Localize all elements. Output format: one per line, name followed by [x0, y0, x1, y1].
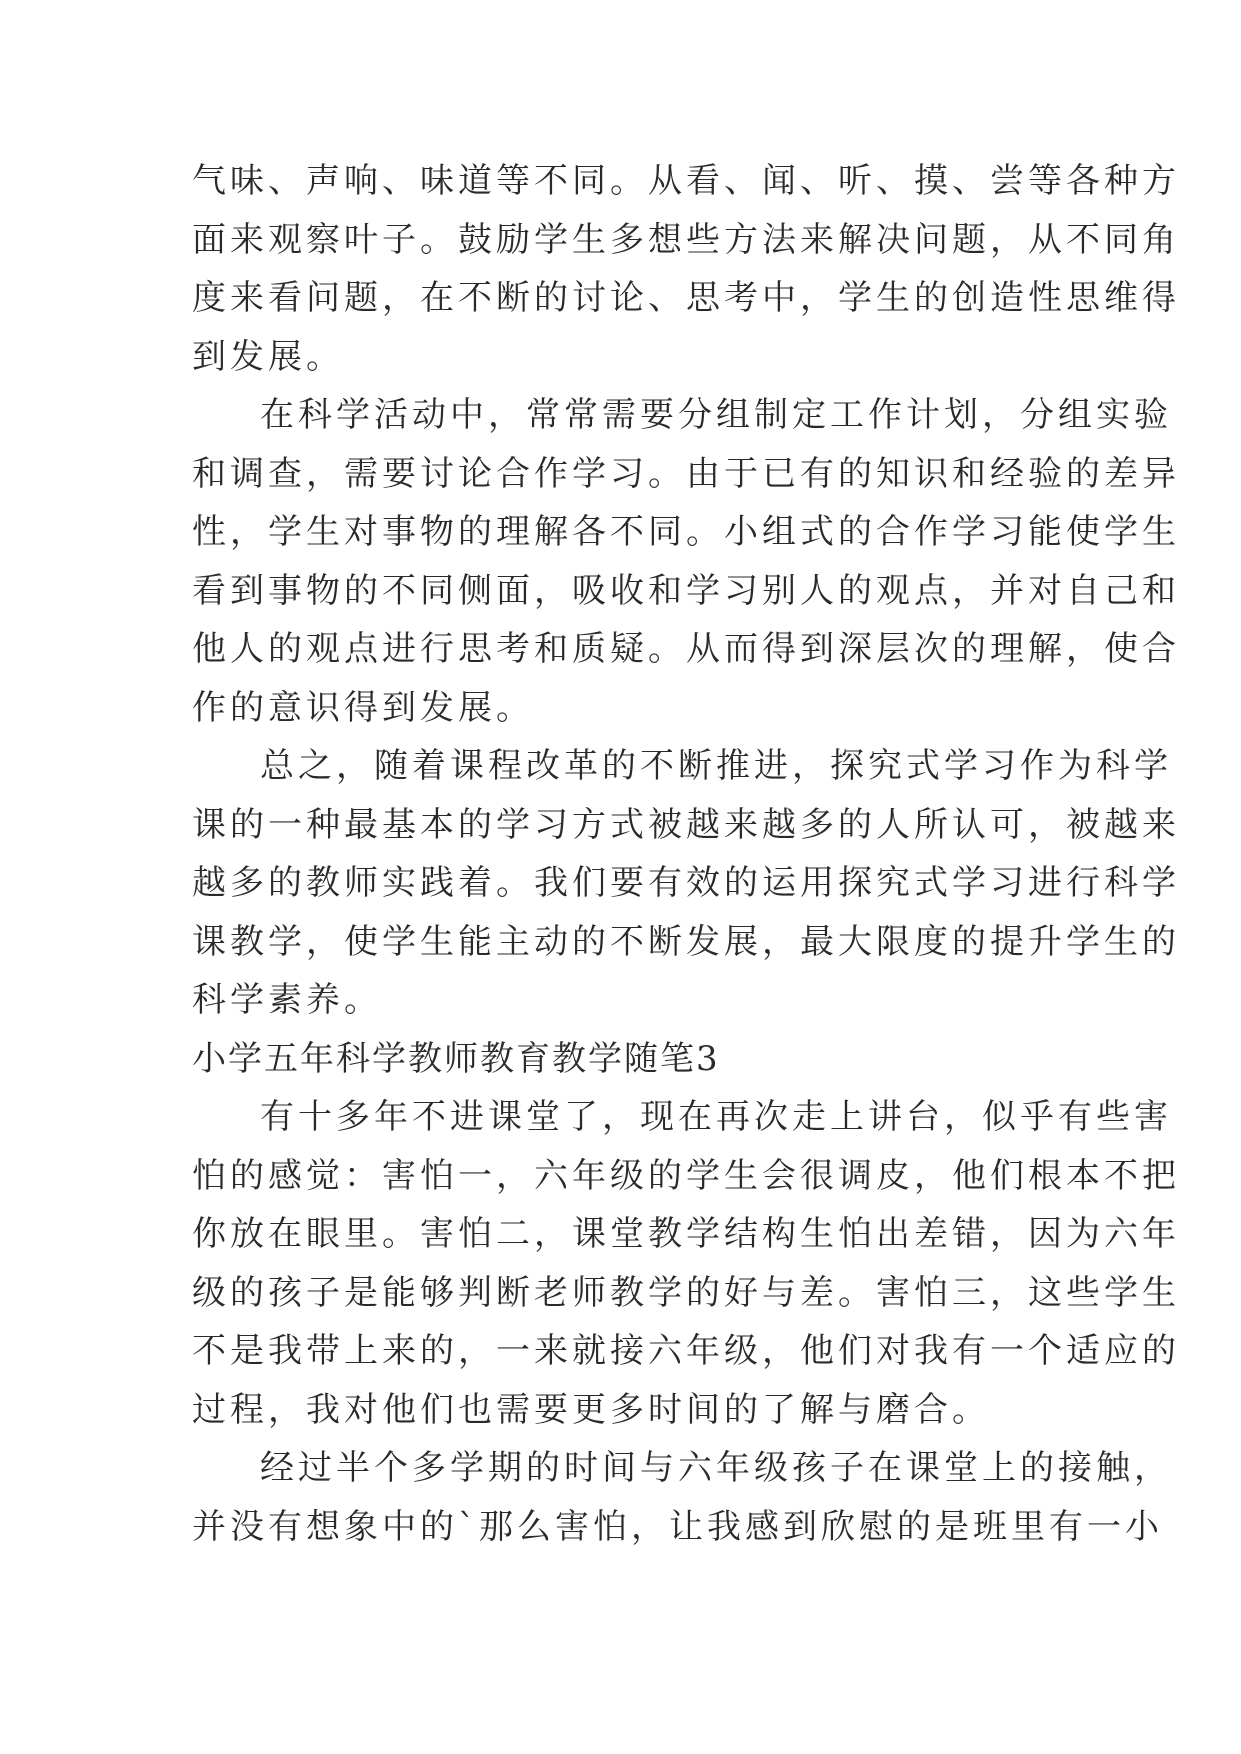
- document-page: [192, 152, 1180, 1556]
- text-line: 气味、声响、味道等不同。从看、闻、听、摸、尝等各种方: [192, 161, 1180, 201]
- text-line: 你放在眼里。害怕二，课堂教学结构生怕出差错，因为六年: [192, 1214, 1180, 1254]
- paragraph-first-line: 有十多年不进课堂了，现在再次走上讲台，似乎有些害: [260, 1097, 1172, 1137]
- text-line: 和调查，需要讨论合作学习。由于已有的知识和经验的差异: [192, 453, 1180, 494]
- text-line: 度来看问题，在不断的讨论、思考中，学生的创造性思维得: [192, 278, 1180, 318]
- text-line: 课的一种最基本的学习方式被越来越多的人所认可，被越来: [192, 804, 1180, 845]
- section-heading: 小学五年科学教师教育教学随笔3: [192, 1038, 720, 1079]
- text-line: 并没有想象中的`那么害怕，让我感到欣慰的是班里有一小: [192, 1506, 1163, 1547]
- text-line: 课教学，使学生能主动的不断发展，最大限度的提升学生的: [192, 921, 1180, 962]
- paragraph-first-line: 在科学活动中，常常需要分组制定工作计划，分组实验: [260, 395, 1172, 435]
- text-line: 看到事物的不同侧面，吸收和学习别人的观点，并对自己和: [192, 570, 1180, 611]
- text-line: 级的孩子是能够判断老师教学的好与差。害怕三，这些学生: [192, 1272, 1180, 1313]
- text-line: 怕的感觉：害怕一，六年级的学生会很调皮，他们根本不把: [192, 1155, 1180, 1196]
- text-line: 越多的教师实践着。我们要有效的运用探究式学习进行科学: [192, 863, 1180, 903]
- text-line: 他人的观点进行思考和质疑。从而得到深层次的理解，使合: [192, 629, 1180, 669]
- text-line: 不是我带上来的，一来就接六年级，他们对我有一个适应的: [192, 1331, 1180, 1371]
- text-line: 面来观察叶子。鼓励学生多想些方法来解决问题，从不同角: [192, 219, 1180, 260]
- paragraph-first-line: 总之，随着课程改革的不断推进，探究式学习作为科学: [260, 746, 1172, 786]
- paragraph-first-line: 经过半个多学期的时间与六年级孩子在课堂上的接触，: [260, 1448, 1172, 1488]
- text-line: 到发展。: [192, 336, 344, 377]
- text-line: 过程，我对他们也需要更多时间的了解与磨合。: [192, 1389, 990, 1430]
- text-line: 科学素养。: [192, 980, 382, 1020]
- text-line: 性，学生对事物的理解各不同。小组式的合作学习能使学生: [192, 512, 1180, 552]
- text-line: 作的意识得到发展。: [192, 687, 534, 728]
